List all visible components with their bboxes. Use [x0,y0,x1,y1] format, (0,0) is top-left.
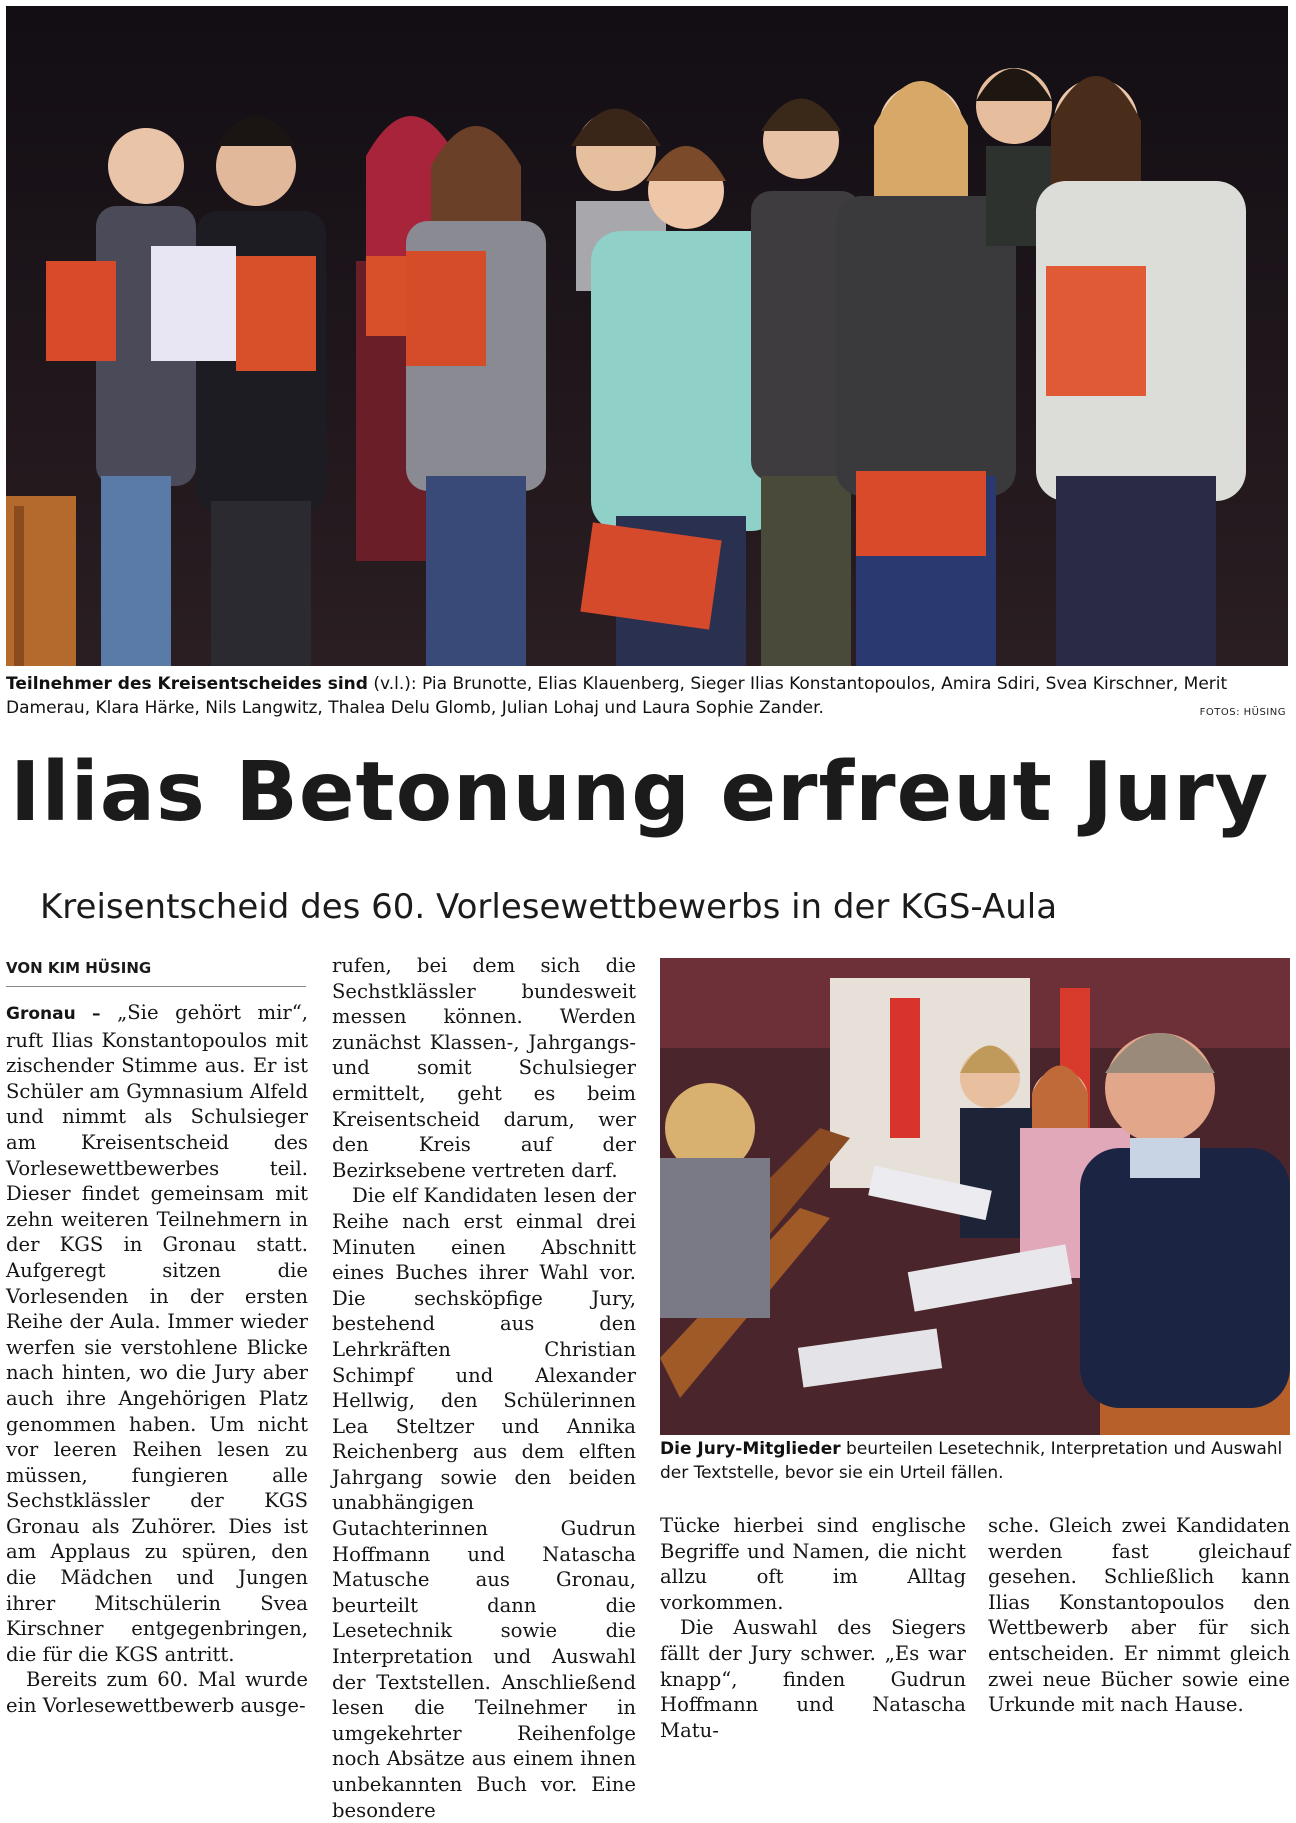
article-paragraph: Die elf Kandidaten lesen der Reihe nach erst einmal drei Minuten einen Abschnitt eines Buches ihrer Wahl vor. Die sechsköpfige Jury, bestehend aus den Lehrkräften Christian Schimpf und Alexander Hellwig, den Schülerinnen Lea Steltzer und Annika Reichenberg aus dem elften Jahrgang sowie den beiden unabhängigen Gutachterinnen Gudrun Hoffmann und Natascha Matusche aus Gronau, beurteilt dann die Lesetechnik sowie die Interpretation und Auswahl der Textstellen. Anschließend lesen die Teilnehmer in umgekehrter Reihenfolge noch Absätze aus einem ihnen unbekannten Buch vor. Eine besondere [332,1184,636,1822]
subheadline: Kreisentscheid des 60. Vorlesewettbewerbs in der KGS-Aula [40,887,1058,927]
jury-photo [660,958,1290,1435]
jury-photo-caption-text: beurteilen Lesetechnik, Interpretation und Auswahl der Textstelle, bevor sie ein Urteil fällen. [660,1439,1283,1483]
group-photo-caption [6,672,1288,720]
jury-photo-caption-lead: Die Jury-Mitglieder [660,1439,841,1459]
article-paragraph: Die Auswahl des Siegers fällt der Jury schwer. „Es war knapp“, finden Gudrun Hoffmann und Natascha Matu- [660,1616,966,1742]
group-photo-caption-text: (v.l.): Pia Brunotte, Elias Klauenberg, Sieger Ilias Konstantopoulos, Amira Sdiri, Svea Kirschner, Merit Damerau, Klara Härke, Nils Langwitz, Thalea Delu Glomb, Julian Lohaj und Laura Sophie Zander. [6,674,1228,718]
article-column-3 [660,1513,966,1743]
article-column-4 [988,1513,1290,1718]
article-column-1 [6,1000,308,1719]
article-paragraph: Tücke hierbei sind englische Begriffe und Namen, die nicht allzu oft im Alltag vorkommen. [660,1514,966,1614]
article-paragraph: rufen, bei dem sich die Sechstklässler bundesweit messen können. Werden zunächst Klassen-, Jahrgangs- und somit Schulsieger ermittelt, geht es beim Kreisentscheid darum, wer den Kreis auf der Bezirksebene vertreten darf. [332,954,636,1182]
article-paragraph [6,1000,308,1667]
photo-credit: FOTOS: HÜSING [1199,707,1286,718]
group-photo-illustration [6,6,1288,666]
article-text: „Sie gehört mir“, ruft Ilias Konstantopoulos mit zischender Stimme aus. Er ist Schüler am Gymnasium Alfeld und nimmt als Schulsieger am Kreisentscheid des Vorlesewettbewerbes teil. Dieser findet gemeinsam mit zehn weiteren Teilnehmern in der KGS in Gronau statt. Aufgeregt sitzen die Vorlesenden in der ersten Reihe der Aula. Immer wieder werfen sie verstohlene Blicke nach hinten, wo die Jury aber auch ihre Angehörigen Platz genommen haben. Um nicht vor leeren Reihen lesen zu müssen, fungieren alle Sechstklässler der KGS Gronau als Zuhörer. Dies ist am Applaus zu spüren, den die Mädchen und Jungen ihrer Mitschülerin Svea Kirschner entgegenbringen, die für die KGS antritt. [6,1001,308,1666]
jury-photo-illustration [660,958,1290,1435]
article-paragraph: Bereits zum 60. Mal wurde ein Vorlesewettbewerb ausge- [6,1668,308,1718]
dateline: Gronau – [6,1004,101,1024]
byline: VON KIM HÜSING [6,958,306,987]
group-photo [6,6,1288,666]
article-column-2 [332,953,636,1823]
article-paragraph: sche. Gleich zwei Kandidaten werden fast gleichauf gesehen. Schließlich kann Ilias Konstantopoulos den Wettbewerb aber für sich entscheiden. Er nimmt gleich zwei neue Bücher sowie eine Urkunde mit nach Hause. [988,1514,1290,1717]
group-photo-caption-lead: Teilnehmer des Kreisentscheides sind [6,674,368,694]
headline: Ilias Betonung erfreut Jury [10,745,1270,840]
jury-photo-caption [660,1437,1290,1485]
